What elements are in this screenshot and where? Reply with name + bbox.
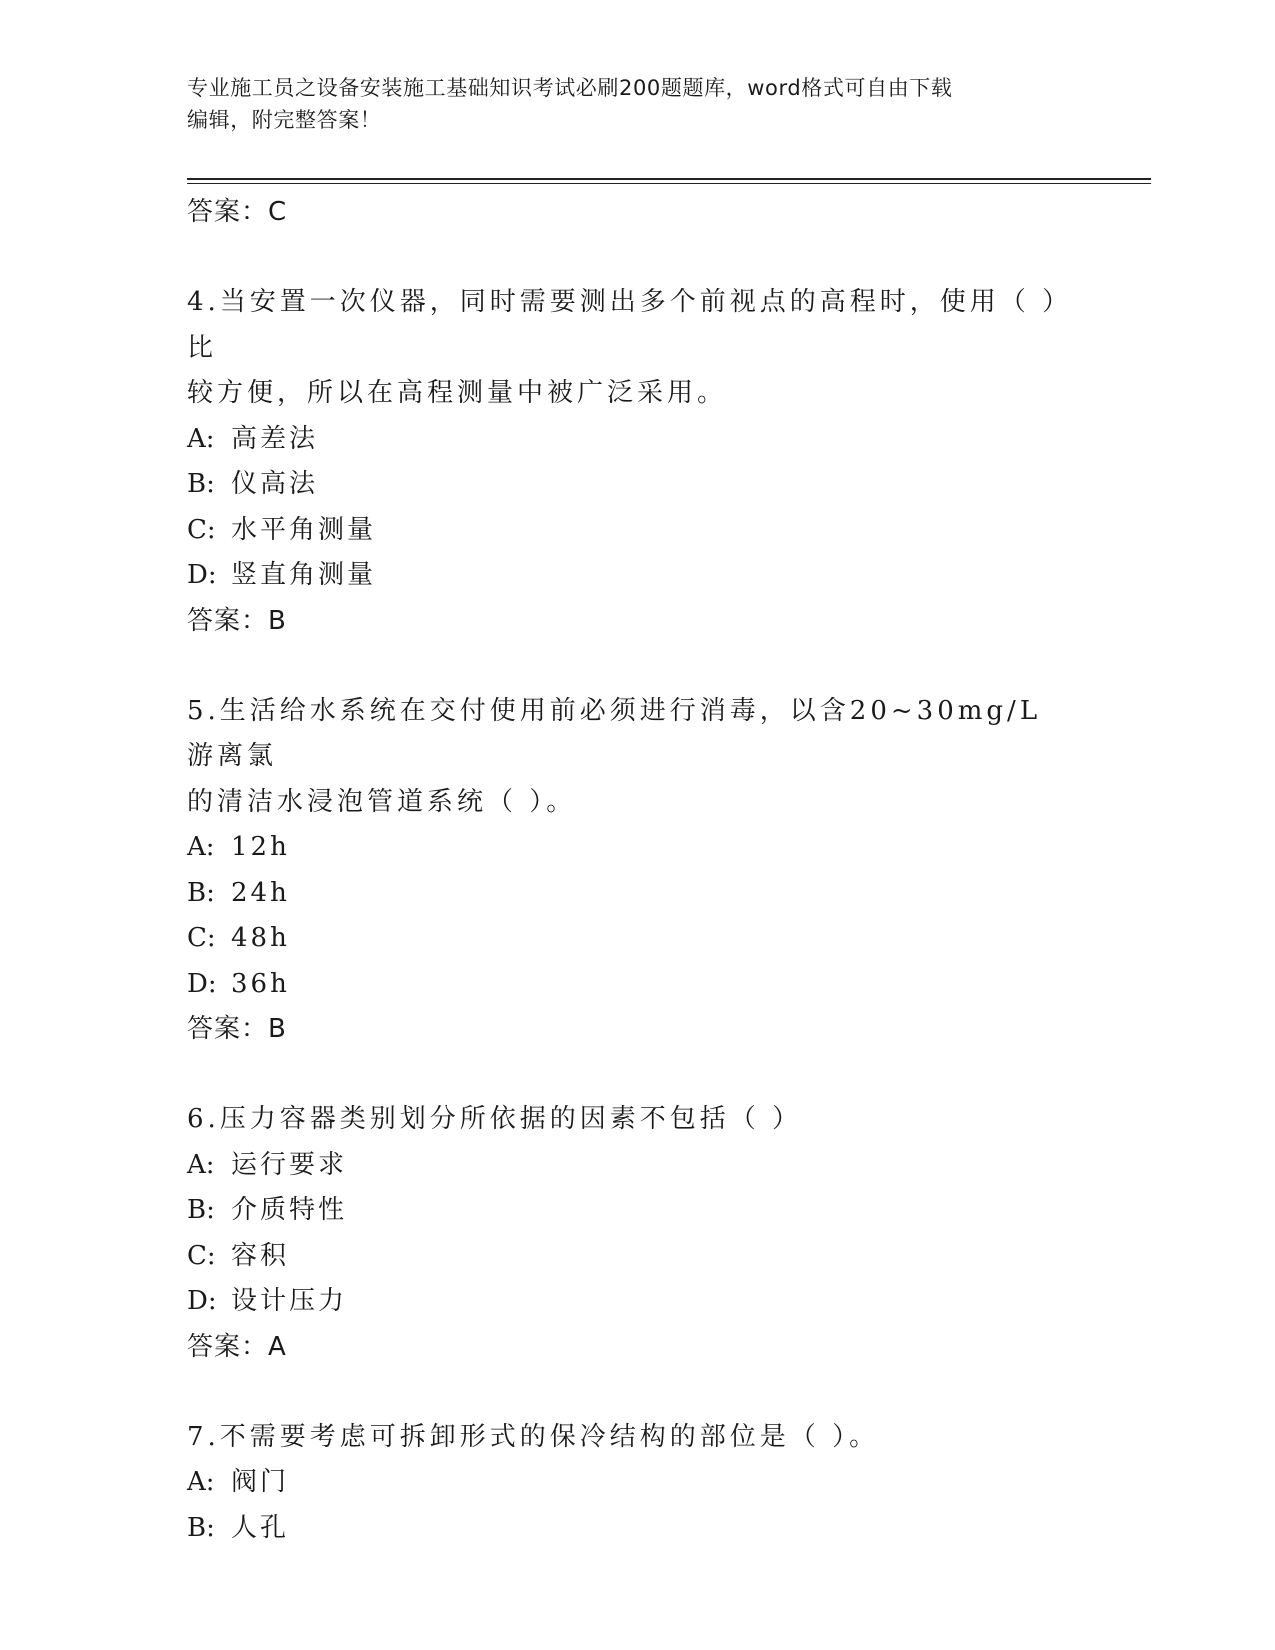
option-d	[187, 1279, 1087, 1325]
question-text-line: 的清洁水浸泡管道系统（ ）。	[187, 786, 577, 817]
option-text: 设计压力	[231, 1286, 348, 1316]
option-text: 36h	[231, 968, 290, 999]
header-divider-thin	[187, 183, 1151, 184]
option-c	[187, 508, 1087, 554]
option-text: 仪高法	[231, 469, 319, 499]
option-a	[187, 417, 1087, 463]
option-text: 运行要求	[231, 1149, 348, 1180]
option-text: 12h	[231, 832, 290, 862]
option-text: 介质特性	[231, 1195, 348, 1225]
option-letter: A:	[187, 1467, 215, 1497]
option-letter: D:	[187, 560, 217, 590]
question-text-line: 较方便，所以在高程测量中被广泛采用。	[187, 378, 728, 408]
option-c	[187, 916, 1087, 962]
answer-q4: 答案：B	[187, 605, 287, 636]
option-a	[187, 1460, 1087, 1506]
header-divider-thick	[187, 178, 1151, 180]
option-text: 人孔	[231, 1512, 290, 1543]
option-letter: C:	[187, 1240, 216, 1271]
question-text-line: 6.压力容器类别划分所依据的因素不包括（ ）	[187, 1104, 803, 1134]
option-letter: C:	[187, 923, 216, 953]
page-header	[187, 72, 1067, 136]
question-6-text	[187, 1097, 1067, 1143]
option-letter: B:	[187, 469, 215, 499]
question-text-line: 4.当安置一次仪器，同时需要测出多个前视点的高程时，使用（ ）比	[187, 287, 1060, 363]
question-5	[187, 689, 1087, 1053]
option-text: 容积	[231, 1240, 290, 1271]
option-b	[187, 462, 1087, 508]
option-a	[187, 1143, 1087, 1189]
question-6	[187, 1097, 1087, 1370]
option-letter: A:	[187, 832, 215, 862]
question-list	[187, 190, 1087, 1551]
option-d	[187, 962, 1087, 1008]
question-5-text	[187, 689, 1067, 826]
answer-q5: 答案：B	[187, 1014, 287, 1044]
option-letter: D:	[187, 1286, 217, 1316]
option-letter: A:	[187, 423, 215, 454]
option-d	[187, 553, 1087, 599]
option-b	[187, 1506, 1087, 1552]
option-a	[187, 825, 1087, 871]
option-text: 48h	[231, 923, 290, 953]
answer-q3: 答案：C	[187, 197, 288, 227]
question-4-text	[187, 280, 1067, 417]
question-text-line: 7.不需要考虑可拆卸形式的保冷结构的部位是（ ）。	[187, 1421, 880, 1452]
option-letter: C:	[187, 514, 216, 545]
option-b	[187, 871, 1087, 917]
option-b	[187, 1188, 1087, 1234]
option-letter: A:	[187, 1149, 215, 1180]
option-letter: B:	[187, 877, 215, 908]
question-4	[187, 280, 1087, 644]
option-text: 24h	[231, 877, 290, 908]
question-7	[187, 1415, 1087, 1552]
option-text: 高差法	[231, 423, 319, 454]
option-letter: B:	[187, 1512, 215, 1543]
page-header-line-2: 编辑，附完整答案！	[187, 108, 382, 132]
option-text: 竖直角测量	[231, 560, 377, 590]
option-letter: B:	[187, 1195, 215, 1225]
option-text: 阀门	[231, 1467, 290, 1497]
option-letter: D:	[187, 968, 217, 999]
page-header-line-1: 专业施工员之设备安装施工基础知识考试必刷200题题库，word格式可自由下载	[187, 76, 953, 100]
option-text: 水平角测量	[231, 514, 377, 545]
question-text-line: 5.生活给水系统在交付使用前必须进行消毒，以含20~30mg/L游离氯	[187, 695, 1042, 771]
answer-q6: 答案：A	[187, 1331, 287, 1362]
question-7-text	[187, 1415, 1067, 1461]
option-c	[187, 1234, 1087, 1280]
